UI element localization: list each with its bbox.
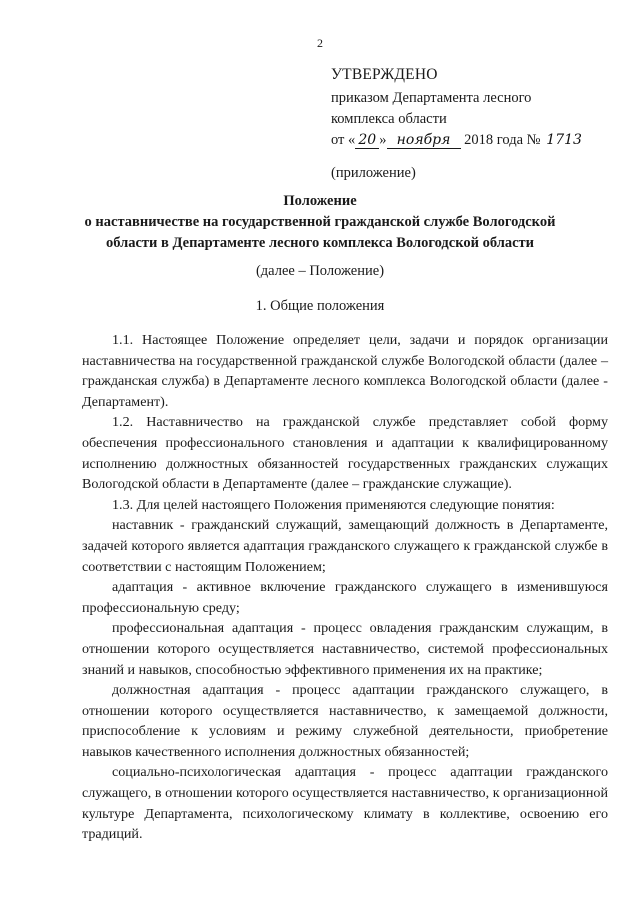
approval-line-1: приказом Департамента лесного <box>331 90 532 106</box>
title-line-1: Положение <box>283 193 357 209</box>
approval-line-2: комплекса области <box>331 111 447 127</box>
approval-date-line <box>331 130 621 151</box>
definition-position-adaptation: должностная адаптация - процесс адаптации гражданского служащего, в отношении которого осуществляется наставничество, к замещаемой должности, приспособление к условиям и режиму служебной деятельности, приобретение навыков качественного исполнения должностных обязанностей; <box>82 682 608 760</box>
date-day-handwritten: 20 <box>355 133 379 149</box>
approval-stamp-block <box>331 64 621 184</box>
section-heading: 1. Общие положения <box>255 298 385 314</box>
approval-appendix: (приложение) <box>331 165 416 181</box>
date-year: 2018 года № <box>464 132 541 148</box>
definition-mentor: наставник - гражданский служащий, замещающий должность в Департаменте, задачей которого является адаптация гражданского служащего к гражданской службе в соответствии с настоящим Положением; <box>82 517 608 575</box>
date-month-handwritten: ноября <box>387 133 461 149</box>
order-number-handwritten: 1713 <box>546 132 582 148</box>
paragraph-1-2: 1.2. Наставничество на гражданской службе представляет собой форму обеспечения профессионального становления и адаптации к квалифицированному исполнению должностных обязанностей государственных гражданских служащих Вологодской области в Департаменте (далее – гражданские служащие). <box>82 414 608 493</box>
approval-heading: УТВЕРЖДЕНО <box>331 66 438 83</box>
definition-professional-adaptation: профессиональная адаптация - процесс овладения гражданским служащим, в отношении которого осуществляется наставничество, системой профессиональных знаний и навыков, способностью эффективного применения их на практике; <box>82 620 608 678</box>
page-number: 2 <box>317 36 323 50</box>
paragraph-1-3: 1.3. Для целей настоящего Положения применяются следующие понятия: <box>112 496 555 513</box>
date-prefix: от « <box>331 132 356 148</box>
title-line-2: о наставничестве на государственной гражданской службе Вологодской <box>84 214 556 230</box>
document-title <box>30 191 610 254</box>
definition-adaptation: адаптация - активное включение гражданского служащего в изменившуюся профессиональную среду; <box>82 579 608 616</box>
definition-social-adaptation: социально-психологическая адаптация - процесс адаптации гражданского служащего, в отношении которого осуществляется наставничество, к организационной культуре Департамента, психологическому климату в коллективе, освоению его традиций. <box>82 764 608 843</box>
paragraph-1-1: 1.1. Настоящее Положение определяет цели, задачи и порядок организации наставничества на государственной гражданской службе Вологодской области (далее – гражданская служба) в Департаменте лесного комплекса Вологодской области (далее - Департамент). <box>82 332 608 410</box>
document-subtitle: (далее – Положение) <box>255 263 385 279</box>
title-line-3: области в Департаменте лесного комплекса Вологодской области <box>105 235 535 251</box>
document-body <box>82 330 608 845</box>
date-mid: » <box>379 132 387 148</box>
